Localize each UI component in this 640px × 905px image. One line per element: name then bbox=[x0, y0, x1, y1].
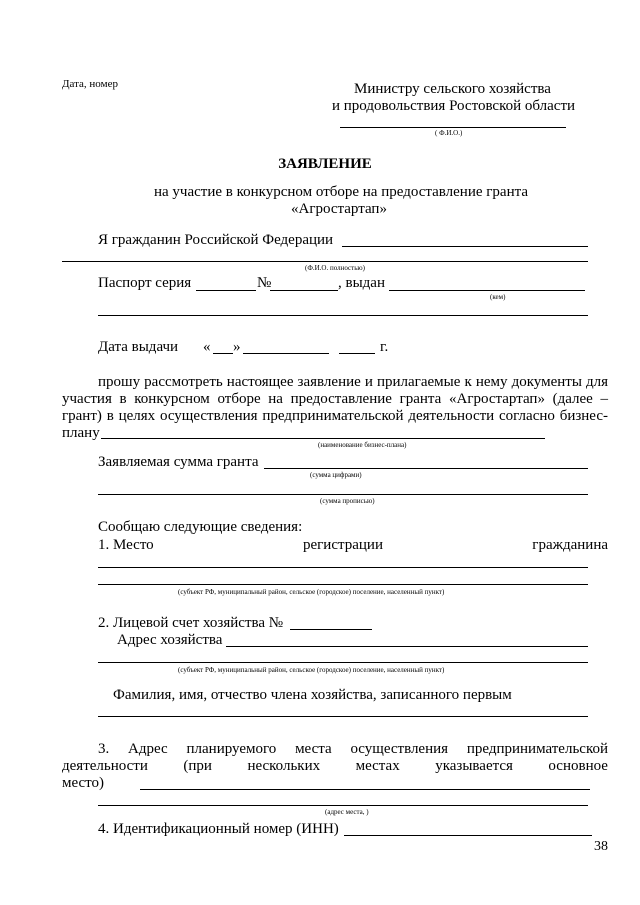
passport-number-line[interactable] bbox=[270, 290, 338, 291]
page-number: 38 bbox=[594, 839, 608, 854]
item-3-line2-word-6: основное bbox=[548, 758, 608, 774]
grant-words-caption: (сумма прописью) bbox=[320, 497, 375, 505]
date-close-quote: » bbox=[233, 339, 241, 355]
addressee-line-1: Министру сельского хозяйства bbox=[354, 81, 551, 97]
year-suffix: г. bbox=[380, 339, 389, 355]
household-address-label: Адрес хозяйства bbox=[117, 632, 223, 648]
grant-amount-label: Заявляемая сумма гранта bbox=[98, 454, 259, 470]
item-3-line2-word-4: местах bbox=[355, 758, 400, 774]
item-3-word-1: 3. bbox=[98, 741, 110, 757]
registration-line-1[interactable] bbox=[98, 567, 588, 568]
item-3-row-1 bbox=[98, 740, 608, 758]
subtitle-line-1: на участие в конкурсном отборе на предоставление гранта bbox=[154, 184, 528, 200]
passport-number-label: № bbox=[257, 275, 272, 291]
grant-amount-digits-line[interactable] bbox=[264, 468, 588, 469]
passport-series-line[interactable] bbox=[196, 290, 256, 291]
document-title: ЗАЯВЛЕНИЕ bbox=[278, 156, 372, 172]
passport-series-label: Паспорт серия bbox=[98, 275, 192, 291]
request-line-2: участия в конкурсном отборе на предоставление гранта «Агростартап» (далее – bbox=[62, 391, 608, 407]
passport-issued-by-line-2[interactable] bbox=[98, 315, 588, 316]
business-place-line-2[interactable] bbox=[98, 805, 588, 806]
issue-year-line[interactable] bbox=[339, 353, 375, 354]
fio-line[interactable] bbox=[340, 127, 566, 128]
grant-amount-words-line[interactable] bbox=[98, 494, 588, 495]
business-plan-caption: (наименование бизнес-плана) bbox=[318, 441, 407, 449]
item-3-line2-word-1: деятельности bbox=[62, 758, 148, 774]
item-2-label: 2. Лицевой счет хозяйства № bbox=[98, 615, 284, 631]
item-3-word-3: планируемого bbox=[186, 741, 277, 757]
item-3-word-6: предпринимательской bbox=[466, 741, 608, 757]
passport-issued-label: , выдан bbox=[338, 275, 385, 291]
item-3-word-4: места bbox=[295, 741, 332, 757]
issued-by-caption: (кем) bbox=[490, 293, 506, 301]
addressee-line-2: и продовольствия Ростовской области bbox=[332, 98, 576, 114]
item-3-line-3: место) bbox=[62, 775, 105, 791]
business-place-line-1[interactable] bbox=[140, 789, 590, 790]
fio-caption: ( Ф.И.О.) bbox=[435, 129, 463, 137]
business-plan-line[interactable] bbox=[101, 438, 545, 439]
subtitle-line-2: «Агростартап» bbox=[291, 201, 387, 217]
issue-date-label: Дата выдачи bbox=[98, 339, 179, 355]
registration-line-2[interactable] bbox=[98, 584, 588, 585]
household-address-line-2[interactable] bbox=[98, 662, 588, 663]
member-name-line[interactable] bbox=[98, 716, 588, 717]
item-3-word-2: Адрес bbox=[128, 741, 168, 757]
item-3-line2-word-5: указывается bbox=[435, 758, 513, 774]
item-1-word-3: гражданина bbox=[532, 537, 608, 553]
citizen-name-line-2[interactable] bbox=[62, 261, 588, 262]
date-open-quote: « bbox=[203, 339, 211, 355]
request-line-4: плану bbox=[62, 425, 100, 441]
item-4-label: 4. Идентификационный номер (ИНН) bbox=[98, 821, 339, 837]
member-label: Фамилия, имя, отчество члена хозяйства, записанного первым bbox=[113, 687, 512, 703]
issue-day-line[interactable] bbox=[213, 353, 233, 354]
request-line-1: прошу рассмотреть настоящее заявление и прилагаемые к нему документы для bbox=[98, 374, 608, 390]
item-3-row-2 bbox=[62, 757, 608, 775]
address-caption: (адрес места, ) bbox=[325, 808, 369, 816]
citizen-label: Я гражданин Российской Федерации bbox=[98, 232, 334, 248]
household-address-line-1[interactable] bbox=[226, 646, 588, 647]
item-1-word-1: 1. Место bbox=[98, 537, 154, 553]
item-3-line2-word-3: нескольких bbox=[247, 758, 321, 774]
citizen-name-line-1[interactable] bbox=[342, 246, 588, 247]
item-3-line2-word-2: (при bbox=[183, 758, 212, 774]
info-intro: Сообщаю следующие сведения: bbox=[98, 519, 303, 535]
item-1-row bbox=[98, 536, 608, 554]
inn-line[interactable] bbox=[344, 835, 592, 836]
item-1-word-2: регистрации bbox=[303, 537, 383, 553]
citizen-caption: (Ф.И.О. полностью) bbox=[305, 264, 365, 272]
passport-issued-by-line[interactable] bbox=[389, 290, 585, 291]
item-3-word-5: осуществления bbox=[350, 741, 449, 757]
request-line-3: грант) в целях осуществления предпринимательской деятельности согласно бизнес- bbox=[62, 408, 608, 424]
date-number-label: Дата, номер bbox=[62, 78, 118, 90]
grant-digits-caption: (сумма цифрами) bbox=[310, 471, 362, 479]
household-region-caption: (субъект РФ, муниципальный район, сельское (городское) поселение, населенный пункт) bbox=[178, 666, 445, 674]
registration-caption: (субъект РФ, муниципальный район, сельское (городское) поселение, населенный пункт) bbox=[178, 588, 445, 596]
household-account-line[interactable] bbox=[290, 629, 372, 630]
issue-month-line[interactable] bbox=[243, 353, 329, 354]
